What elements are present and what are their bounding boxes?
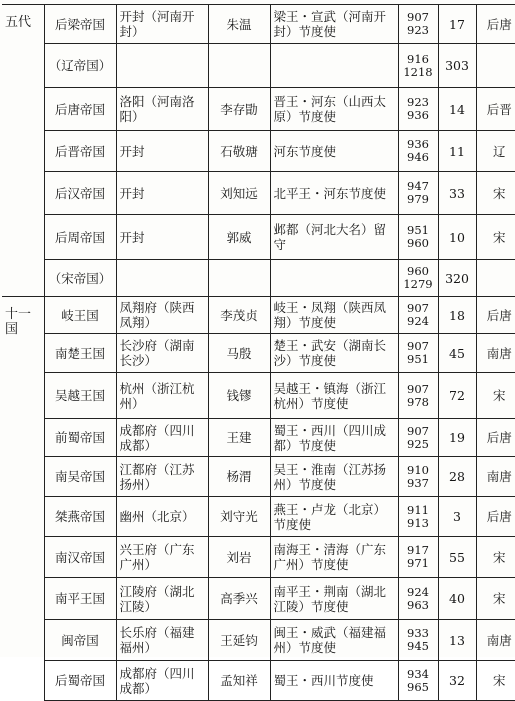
start-year: 960	[407, 264, 429, 278]
founder-cell	[208, 44, 270, 88]
office-cell: 楚王・武安（湖南长沙）节度使	[270, 334, 398, 373]
years-cell	[398, 620, 438, 661]
years-cell	[398, 497, 438, 537]
successor-cell: 宋	[476, 661, 515, 701]
period-label: 十一国	[2, 297, 44, 701]
office-cell: 南平王・荆南（湖北江陵）节度使	[270, 578, 398, 620]
end-year: 937	[407, 475, 429, 490]
years-cell	[398, 44, 438, 88]
table-row	[2, 537, 515, 578]
start-year: 947	[407, 179, 429, 193]
start-year: 907	[407, 10, 429, 24]
office-cell: 蜀王・西川（四川成都）节度使	[270, 419, 398, 457]
successor-cell: 南唐	[476, 457, 515, 497]
capital-cell: 开封（河南开封）	[116, 5, 208, 44]
capital-cell: 江陵府（湖北江陵）	[116, 578, 208, 620]
years-cell	[398, 457, 438, 497]
state-name: 后唐帝国	[44, 88, 116, 131]
founder-cell: 刘守光	[208, 497, 270, 537]
office-cell	[270, 44, 398, 88]
capital-cell: 开封	[116, 215, 208, 260]
founder-cell	[208, 260, 270, 297]
end-year: 945	[407, 639, 429, 653]
duration-cell: 72	[438, 373, 476, 419]
table-row	[2, 172, 515, 215]
end-year: 979	[407, 192, 429, 206]
duration-cell: 14	[438, 88, 476, 131]
table-row	[2, 88, 515, 131]
years-cell	[398, 5, 438, 44]
state-name: 后梁帝国	[44, 5, 116, 44]
successor-cell	[476, 44, 515, 88]
duration-cell: 32	[438, 661, 476, 701]
successor-cell: 后唐	[476, 5, 515, 44]
end-year: 1279	[403, 277, 433, 291]
start-year: 923	[407, 95, 429, 109]
office-cell: 河东节度使	[270, 131, 398, 172]
table-row	[2, 44, 515, 88]
state-name: 南汉帝国	[44, 537, 116, 578]
table-row	[2, 373, 515, 419]
start-year: 936	[407, 137, 429, 151]
duration-cell: 320	[438, 260, 476, 297]
state-name: 南吴帝国	[44, 457, 116, 497]
end-year: 936	[407, 108, 429, 122]
state-name: 南楚王国	[44, 334, 116, 373]
successor-cell: 辽	[476, 131, 515, 172]
founder-cell: 孟知祥	[208, 661, 270, 701]
state-name: 后晋帝国	[44, 131, 116, 172]
state-name: 桀燕帝国	[44, 497, 116, 537]
capital-cell: 成都府（四川成都）	[116, 419, 208, 457]
founder-cell: 钱镠	[208, 373, 270, 419]
capital-cell: 长沙府（湖南长沙）	[116, 334, 208, 373]
founder-cell: 马殷	[208, 334, 270, 373]
founder-cell: 王延钧	[208, 620, 270, 661]
start-year: 951	[407, 223, 429, 237]
years-cell	[398, 297, 438, 334]
state-name: 后周帝国	[44, 215, 116, 260]
state-name: 吴越王国	[44, 373, 116, 419]
end-year: 965	[407, 679, 429, 694]
founder-cell: 李存勖	[208, 88, 270, 131]
years-cell	[398, 260, 438, 297]
end-year: 946	[407, 150, 429, 164]
years-cell	[398, 172, 438, 215]
office-cell: 梁王・宣武（河南开封）节度使	[270, 5, 398, 44]
successor-cell: 后唐	[476, 297, 515, 334]
duration-cell: 19	[438, 419, 476, 457]
start-year: 933	[407, 626, 429, 640]
duration-cell: 3	[438, 497, 476, 537]
successor-cell: 宋	[476, 215, 515, 260]
end-year: 925	[407, 436, 429, 451]
duration-cell: 10	[438, 215, 476, 260]
end-year: 1218	[403, 64, 433, 79]
years-cell	[398, 334, 438, 373]
duration-cell: 17	[438, 5, 476, 44]
office-cell: 邺都（河北大名）留守	[270, 215, 398, 260]
table-row	[2, 661, 515, 701]
end-year: 913	[407, 515, 429, 530]
state-name: 南平王国	[44, 578, 116, 620]
office-cell: 北平王・河东节度使	[270, 172, 398, 215]
successor-cell: 后唐	[476, 419, 515, 457]
capital-cell: 长乐府（福建福州）	[116, 620, 208, 661]
table-body	[2, 5, 515, 701]
dynasty-table	[2, 4, 515, 701]
state-name: 后蜀帝国	[44, 661, 116, 701]
start-year: 924	[407, 584, 429, 599]
years-cell	[398, 578, 438, 620]
duration-cell: 13	[438, 620, 476, 661]
start-year: 934	[407, 666, 429, 681]
period-label: 五代	[2, 5, 44, 297]
state-name: 岐王国	[44, 297, 116, 334]
duration-cell: 11	[438, 131, 476, 172]
end-year: 951	[407, 352, 429, 366]
table-row	[2, 215, 515, 260]
state-name: 后汉帝国	[44, 172, 116, 215]
capital-cell: 成都府（四川成都）	[116, 661, 208, 701]
start-year: 911	[407, 502, 429, 517]
start-year: 917	[407, 543, 429, 557]
duration-cell: 18	[438, 297, 476, 334]
founder-cell: 石敬瑭	[208, 131, 270, 172]
successor-cell: 宋	[476, 373, 515, 419]
founder-cell: 李茂贞	[208, 297, 270, 334]
founder-cell: 高季兴	[208, 578, 270, 620]
years-cell	[398, 88, 438, 131]
table-row	[2, 131, 515, 172]
successor-cell: 宋	[476, 578, 515, 620]
table-row	[2, 260, 515, 297]
successor-cell: 后唐	[476, 497, 515, 537]
duration-cell: 28	[438, 457, 476, 497]
office-cell: 晋王・河东（山西太原）节度使	[270, 88, 398, 131]
years-cell	[398, 373, 438, 419]
start-year: 907	[407, 381, 429, 396]
end-year: 923	[407, 23, 429, 37]
state-name: 前蜀帝国	[44, 419, 116, 457]
duration-cell: 55	[438, 537, 476, 578]
founder-cell: 刘知远	[208, 172, 270, 215]
table-row	[2, 620, 515, 661]
state-name: （宋帝国）	[44, 260, 116, 297]
founder-cell: 朱温	[208, 5, 270, 44]
duration-cell: 45	[438, 334, 476, 373]
office-cell: 吴越王・镇海（浙江杭州）节度使	[270, 373, 398, 419]
founder-cell: 杨渭	[208, 457, 270, 497]
founder-cell: 郭威	[208, 215, 270, 260]
successor-cell: 南唐	[476, 334, 515, 373]
capital-cell: 开封	[116, 172, 208, 215]
end-year: 963	[407, 597, 429, 612]
office-cell: 南海王・清海（广东广州）节度使	[270, 537, 398, 578]
start-year: 907	[407, 339, 429, 353]
office-cell: 岐王・凤翔（陕西凤翔）节度使	[270, 297, 398, 334]
table-row	[2, 497, 515, 537]
table-row	[2, 334, 515, 373]
end-year: 971	[407, 556, 429, 570]
founder-cell: 王建	[208, 419, 270, 457]
successor-cell	[476, 260, 515, 297]
table-row	[2, 5, 515, 44]
office-cell	[270, 260, 398, 297]
start-year: 907	[407, 301, 429, 315]
capital-cell: 凤翔府（陕西凤翔）	[116, 297, 208, 334]
office-cell: 燕王・卢龙（北京）节度使	[270, 497, 398, 537]
capital-cell: 洛阳（河南洛阳）	[116, 88, 208, 131]
duration-cell: 303	[438, 44, 476, 88]
capital-cell	[116, 260, 208, 297]
start-year: 910	[407, 462, 429, 477]
capital-cell	[116, 44, 208, 88]
table-row	[2, 457, 515, 497]
capital-cell: 兴王府（广东广州）	[116, 537, 208, 578]
capital-cell: 开封	[116, 131, 208, 172]
founder-cell: 刘岩	[208, 537, 270, 578]
end-year: 924	[407, 314, 429, 328]
capital-cell: 幽州（北京）	[116, 497, 208, 537]
years-cell	[398, 131, 438, 172]
start-year: 916	[407, 51, 429, 66]
office-cell: 闽王・威武（福建福州）节度使	[270, 620, 398, 661]
end-year: 978	[407, 394, 429, 409]
years-cell	[398, 419, 438, 457]
table-row	[2, 578, 515, 620]
capital-cell: 江都府（江苏扬州）	[116, 457, 208, 497]
end-year: 960	[407, 236, 429, 250]
years-cell	[398, 537, 438, 578]
successor-cell: 宋	[476, 172, 515, 215]
table-row	[2, 297, 515, 334]
duration-cell: 40	[438, 578, 476, 620]
duration-cell: 33	[438, 172, 476, 215]
capital-cell: 杭州（浙江杭州）	[116, 373, 208, 419]
state-name: 闽帝国	[44, 620, 116, 661]
start-year: 907	[407, 423, 429, 438]
office-cell: 吴王・淮南（江苏扬州）节度使	[270, 457, 398, 497]
state-name: （辽帝国）	[44, 44, 116, 88]
successor-cell: 后晋	[476, 88, 515, 131]
years-cell	[398, 661, 438, 701]
successor-cell: 南唐	[476, 620, 515, 661]
successor-cell: 宋	[476, 537, 515, 578]
office-cell: 蜀王・西川节度使	[270, 661, 398, 701]
table-row	[2, 419, 515, 457]
years-cell	[398, 215, 438, 260]
